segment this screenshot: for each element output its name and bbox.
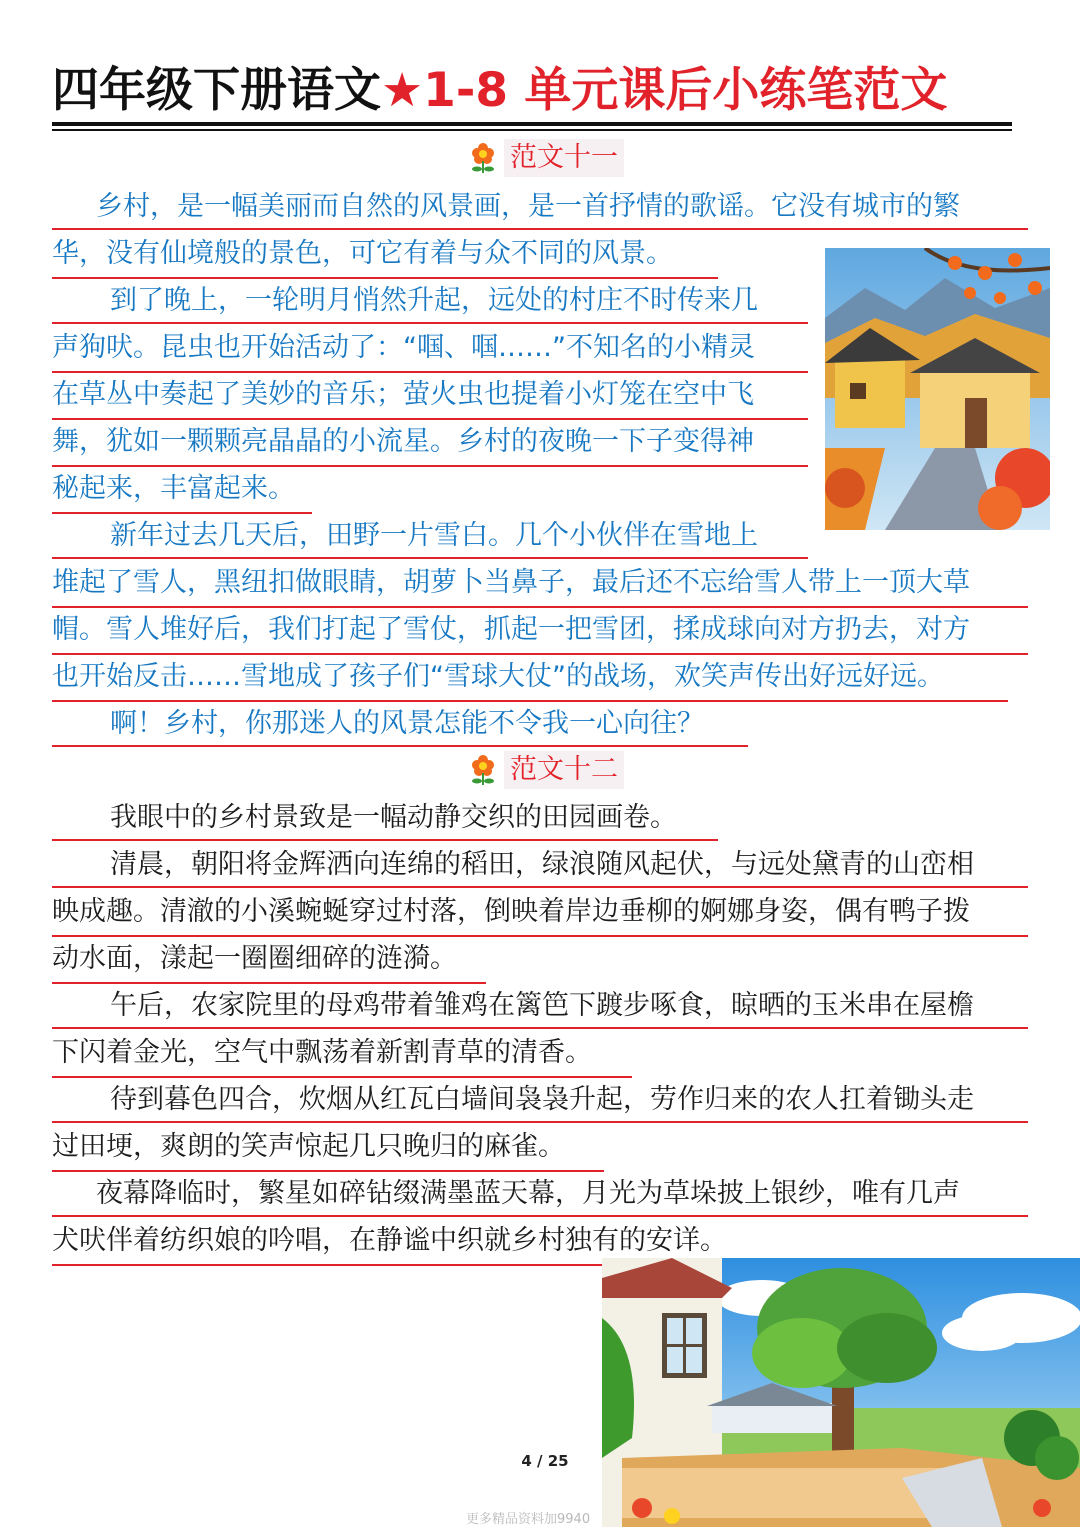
farmhouse-tree-image xyxy=(602,1258,1080,1527)
text-line: 过田埂，爽朗的笑声惊起几只晚归的麻雀。 xyxy=(52,1126,604,1172)
text-line: 映成趣。清澈的小溪蜿蜒穿过村落，倒映着岸边垂柳的婀娜身姿，偶有鸭子拨 xyxy=(52,891,1028,937)
title-highlight: ★1-8 单元课后小练笔范文 xyxy=(381,63,948,118)
title-underline-thin xyxy=(52,129,1012,131)
text-line: 在草丛中奏起了美妙的音乐；萤火虫也提着小灯笼在空中飞 xyxy=(52,374,808,420)
text-line: 华，没有仙境般的景色，可它有着与众不同的风景。 xyxy=(52,233,718,279)
text-line: 也开始反击……雪地成了孩子们“雪球大仗”的战场，欢笑声传出好远好远。 xyxy=(52,656,1008,702)
text-line: 新年过去几天后，田野一片雪白。几个小伙伴在雪地上 xyxy=(52,515,808,559)
page-title xyxy=(52,58,1012,128)
section-label: 范文十二 xyxy=(504,751,624,789)
text-line: 动水面，漾起一圈圈细碎的涟漪。 xyxy=(52,938,486,984)
text-line: 到了晚上，一轮明月悄然升起，远处的村庄不时传来几 xyxy=(52,280,808,324)
text-line: 午后，农家院里的母鸡带着雏鸡在篱笆下踱步啄食，晾晒的玉米串在屋檐 xyxy=(52,985,1028,1029)
title-underline xyxy=(52,122,1012,126)
text-line: 堆起了雪人，黑纽扣做眼睛，胡萝卜当鼻子，最后还不忘给雪人带上一顶大草 xyxy=(52,562,1028,608)
section-heading-12 xyxy=(468,750,624,790)
text-line: 犬吠伴着纺织娘的吟唱，在静谧中织就乡村独有的安详。 xyxy=(52,1220,780,1266)
text-line: 我眼中的乡村景致是一幅动静交织的田园画卷。 xyxy=(52,797,718,841)
page-number: 4 / 25 xyxy=(521,1452,569,1470)
text-line: 声狗吠。昆虫也开始活动了：“啯、啯……”不知名的小精灵 xyxy=(52,327,808,373)
text-line: 啊！乡村，你那迷人的风景怎能不令我一心向往？ xyxy=(52,703,748,747)
section-heading-11 xyxy=(468,138,624,178)
flower-icon xyxy=(468,753,498,787)
section-label: 范文十一 xyxy=(504,139,624,177)
text-line: 舞，犹如一颗颗亮晶晶的小流星。乡村的夜晚一下子变得神 xyxy=(52,421,808,467)
text-line: 下闪着金光，空气中飘荡着新割青草的清香。 xyxy=(52,1032,632,1078)
text-line: 秘起来，丰富起来。 xyxy=(52,468,312,514)
footer-watermark: 更多精品资料加9940 xyxy=(466,1512,591,1527)
text-line: 夜幕降临时，繁星如碎钻缀满墨蓝天幕，月光为草垛披上银纱，唯有几声 xyxy=(52,1173,1028,1217)
flower-icon xyxy=(468,141,498,175)
text-line: 待到暮色四合，炊烟从红瓦白墙间袅袅升起，劳作归来的农人扛着锄头走 xyxy=(52,1079,1028,1123)
title-main: 四年级下册语文 xyxy=(52,63,381,118)
text-line: 乡村，是一幅美丽而自然的风景画，是一首抒情的歌谣。它没有城市的繁 xyxy=(52,186,1028,230)
text-line: 帽。雪人堆好后，我们打起了雪仗，抓起一把雪团，揉成球向对方扔去，对方 xyxy=(52,609,1028,655)
village-autumn-image xyxy=(825,248,1050,530)
text-line: 清晨，朝阳将金辉洒向连绵的稻田，绿浪随风起伏，与远处黛青的山峦相 xyxy=(52,844,1028,888)
